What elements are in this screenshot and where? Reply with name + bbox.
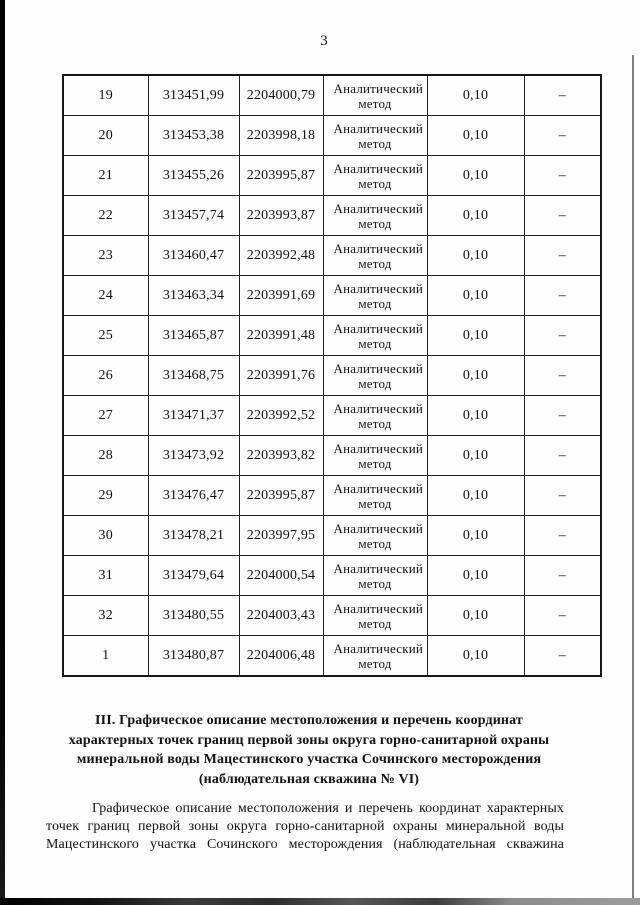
- table-row: [63, 556, 601, 596]
- table-row: [63, 476, 601, 516]
- cell-method: Аналитический метод: [323, 476, 427, 516]
- cell-method: Аналитический метод: [323, 156, 427, 196]
- cell-dash: –: [524, 516, 601, 556]
- cell-method: Аналитический метод: [323, 356, 427, 396]
- cell-x-coordinate: 313473,92: [148, 436, 239, 476]
- cell-dash: –: [524, 236, 601, 276]
- cell-y-coordinate: 2203991,69: [239, 276, 323, 316]
- cell-point-number: 31: [63, 556, 148, 596]
- table-row: [63, 356, 601, 396]
- cell-method: Аналитический метод: [323, 516, 427, 556]
- cell-y-coordinate: 2204000,79: [239, 75, 323, 116]
- cell-method: Аналитический метод: [323, 276, 427, 316]
- scan-edge-right: [632, 55, 634, 898]
- table-row: [63, 236, 601, 276]
- cell-dash: –: [524, 276, 601, 316]
- cell-x-coordinate: 313480,55: [148, 596, 239, 636]
- scan-edge-bottom: [0, 898, 640, 905]
- cell-y-coordinate: 2203997,95: [239, 516, 323, 556]
- cell-precision: 0,10: [427, 75, 524, 116]
- cell-dash: –: [524, 75, 601, 116]
- cell-precision: 0,10: [427, 436, 524, 476]
- cell-method: Аналитический метод: [323, 316, 427, 356]
- cell-y-coordinate: 2204006,48: [239, 636, 323, 677]
- table-row: [63, 436, 601, 476]
- cell-x-coordinate: 313451,99: [148, 75, 239, 116]
- section-heading-line: характерных точек границ первой зоны округа горно-санитарной охраны: [68, 732, 550, 748]
- cell-point-number: 27: [63, 396, 148, 436]
- table-row: [63, 636, 601, 677]
- cell-dash: –: [524, 476, 601, 516]
- section-heading-line: III. Графическое описание местоположения и перечень координат: [95, 713, 523, 728]
- cell-x-coordinate: 313468,75: [148, 356, 239, 396]
- cell-point-number: 30: [63, 516, 148, 556]
- cell-precision: 0,10: [427, 276, 524, 316]
- cell-dash: –: [524, 596, 601, 636]
- cell-precision: 0,10: [427, 396, 524, 436]
- scan-edge-left: [0, 0, 5, 905]
- cell-y-coordinate: 2203993,82: [239, 436, 323, 476]
- cell-x-coordinate: 313479,64: [148, 556, 239, 596]
- cell-precision: 0,10: [427, 316, 524, 356]
- cell-point-number: 25: [63, 316, 148, 356]
- cell-point-number: 20: [63, 116, 148, 156]
- cell-y-coordinate: 2203991,48: [239, 316, 323, 356]
- cell-y-coordinate: 2203992,48: [239, 236, 323, 276]
- cell-x-coordinate: 313471,37: [148, 396, 239, 436]
- body-paragraph-line: Мацестинского участка Сочинского месторождения (наблюдательная скважина: [46, 837, 564, 853]
- cell-precision: 0,10: [427, 116, 524, 156]
- cell-method: Аналитический метод: [323, 556, 427, 596]
- cell-method: Аналитический метод: [323, 596, 427, 636]
- cell-precision: 0,10: [427, 516, 524, 556]
- cell-x-coordinate: 313480,87: [148, 636, 239, 677]
- coordinates-table: [62, 74, 602, 677]
- cell-precision: 0,10: [427, 476, 524, 516]
- cell-y-coordinate: 2203995,87: [239, 476, 323, 516]
- table-row: [63, 396, 601, 436]
- cell-x-coordinate: 313453,38: [148, 116, 239, 156]
- cell-point-number: 24: [63, 276, 148, 316]
- cell-precision: 0,10: [427, 196, 524, 236]
- cell-point-number: 23: [63, 236, 148, 276]
- table-row: [63, 156, 601, 196]
- cell-precision: 0,10: [427, 556, 524, 596]
- cell-dash: –: [524, 636, 601, 677]
- cell-dash: –: [524, 156, 601, 196]
- cell-y-coordinate: 2204000,54: [239, 556, 323, 596]
- cell-point-number: 28: [63, 436, 148, 476]
- cell-precision: 0,10: [427, 236, 524, 276]
- cell-method: Аналитический метод: [323, 196, 427, 236]
- cell-y-coordinate: 2203998,18: [239, 116, 323, 156]
- cell-precision: 0,10: [427, 356, 524, 396]
- cell-method: Аналитический метод: [323, 396, 427, 436]
- body-paragraph-line: Графическое описание местоположения и перечень координат характерных: [92, 801, 564, 816]
- cell-x-coordinate: 313478,21: [148, 516, 239, 556]
- table-row: [63, 116, 601, 156]
- cell-method: Аналитический метод: [323, 116, 427, 156]
- cell-point-number: 1: [63, 636, 148, 677]
- body-paragraph-line: точек границ первой зоны округа горно-санитарной охраны минеральной воды: [46, 819, 564, 835]
- table-row: [63, 276, 601, 316]
- cell-x-coordinate: 313465,87: [148, 316, 239, 356]
- cell-y-coordinate: 2203995,87: [239, 156, 323, 196]
- cell-precision: 0,10: [427, 156, 524, 196]
- table-row: [63, 196, 601, 236]
- cell-point-number: 29: [63, 476, 148, 516]
- table-row: [63, 596, 601, 636]
- cell-dash: –: [524, 316, 601, 356]
- cell-method: Аналитический метод: [323, 436, 427, 476]
- cell-method: Аналитический метод: [323, 75, 427, 116]
- cell-x-coordinate: 313476,47: [148, 476, 239, 516]
- cell-dash: –: [524, 196, 601, 236]
- cell-x-coordinate: 313455,26: [148, 156, 239, 196]
- cell-y-coordinate: 2203993,87: [239, 196, 323, 236]
- cell-x-coordinate: 313457,74: [148, 196, 239, 236]
- cell-point-number: 22: [63, 196, 148, 236]
- cell-dash: –: [524, 396, 601, 436]
- body-paragraph: [46, 800, 564, 855]
- cell-method: Аналитический метод: [323, 636, 427, 677]
- cell-dash: –: [524, 556, 601, 596]
- table-row: [63, 75, 601, 116]
- coordinates-table-body: [63, 75, 601, 676]
- cell-dash: –: [524, 116, 601, 156]
- cell-point-number: 26: [63, 356, 148, 396]
- cell-precision: 0,10: [427, 596, 524, 636]
- cell-point-number: 32: [63, 596, 148, 636]
- cell-y-coordinate: 2203991,76: [239, 356, 323, 396]
- cell-method: Аналитический метод: [323, 236, 427, 276]
- cell-point-number: 21: [63, 156, 148, 196]
- cell-x-coordinate: 313463,34: [148, 276, 239, 316]
- cell-point-number: 19: [63, 75, 148, 116]
- page-number: 3: [320, 33, 328, 49]
- table-row: [63, 516, 601, 556]
- cell-dash: –: [524, 436, 601, 476]
- cell-y-coordinate: 2204003,43: [239, 596, 323, 636]
- cell-precision: 0,10: [427, 636, 524, 677]
- cell-dash: –: [524, 356, 601, 396]
- table-row: [63, 316, 601, 356]
- section-heading-line: (наблюдательная скважина № VI): [198, 771, 420, 787]
- cell-y-coordinate: 2203992,52: [239, 396, 323, 436]
- section-heading: [48, 711, 570, 789]
- cell-x-coordinate: 313460,47: [148, 236, 239, 276]
- section-heading-line: минеральной воды Мацестинского участка Сочинского месторождения: [76, 752, 542, 767]
